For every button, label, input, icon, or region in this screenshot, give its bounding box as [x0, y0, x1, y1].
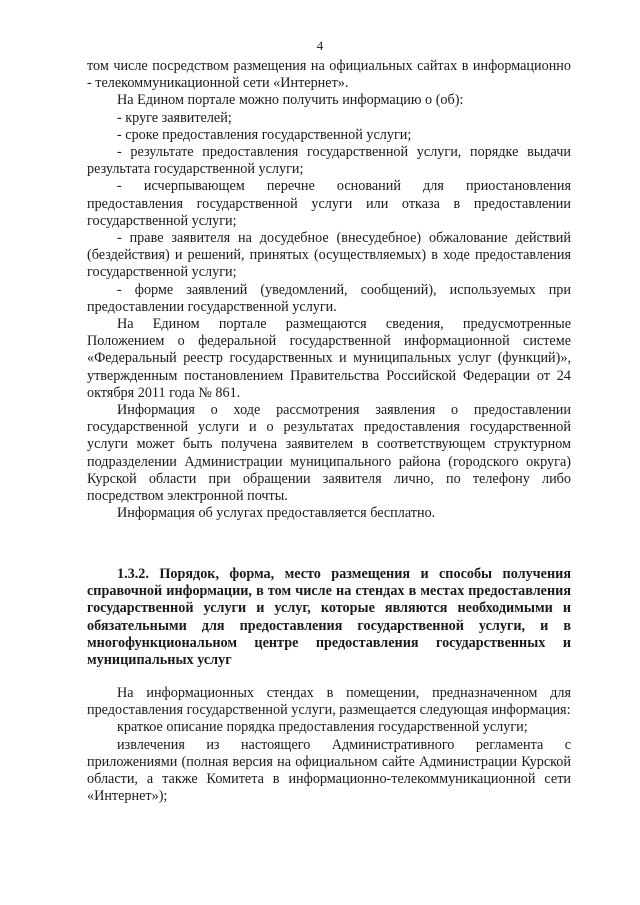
list-item: - сроке предоставления государственной услуги;: [117, 126, 412, 143]
bottom-text: [87, 685, 571, 805]
paragraph: краткое описание порядка предоставления государственной услуги;: [117, 719, 528, 736]
list-item: - праве заявителя на досудебное (внесудебное) обжалование действий (бездействия) и решений, принятых (осуществляемых) в ходе предоставления государственной услуги;: [87, 230, 571, 281]
paragraph: Информация о ходе рассмотрения заявления о предоставлении государственной услуги и о результатах предоставления государственной услуги может быть получена заявителем в соответствующем структурном подразделении Администрации муниципального района (городского округа) Курской области при обращении заявителя лично, по телефону либо посредством электронной почты.: [87, 402, 571, 505]
paragraph: На Едином портале размещаются сведения, предусмотренные Положением о федеральной государственной информационной системе «Федеральный реестр государственных и муниципальных услуг (функций)», утвержденным постановлением Правительства Российской Федерации от 24 октября 2011 года № 861.: [87, 316, 571, 401]
page-number: 4: [316, 38, 324, 53]
paragraph: том числе посредством размещения на официальных сайтах в информационно - телекоммуникационной сети «Интернет».: [87, 58, 571, 92]
paragraph: Информация об услугах предоставляется бесплатно.: [117, 505, 436, 522]
section-heading: 1.3.2. Порядок, форма, место размещения и способы получения справочной информации, в том числе на стендах в местах предоставления государственной услуги и услуг, которые являются необходимыми и обязательными для предоставления государственной услуги, и в многофункциональном центре предоставления государственных и муниципальных услуг: [87, 566, 571, 669]
list-item: - исчерпывающем перечне оснований для приостановления предоставления государственной услуги или отказа в предоставлении государственной услуги;: [87, 178, 571, 229]
list-item: - результате предоставления государственной услуги, порядке выдачи результата государственной услуги;: [87, 144, 571, 178]
list-item: - форме заявлений (уведомлений, сообщений), используемых при предоставлении государственной услуги.: [87, 281, 571, 315]
paragraph: На Едином портале можно получить информацию о (об):: [117, 92, 464, 109]
paragraph: На информационных стендах в помещении, предназначенном для предоставления государственной услуги, размещается следующая информация:: [87, 685, 571, 719]
body-text: [87, 58, 571, 522]
paragraph: извлечения из настоящего Административного регламента с приложениями (полная версия на официальном сайте Администрации Курской области, а также Комитета в информационно-телекоммуникационной сети «Интернет»);: [87, 736, 571, 805]
list-item: - круге заявителей;: [117, 109, 232, 126]
